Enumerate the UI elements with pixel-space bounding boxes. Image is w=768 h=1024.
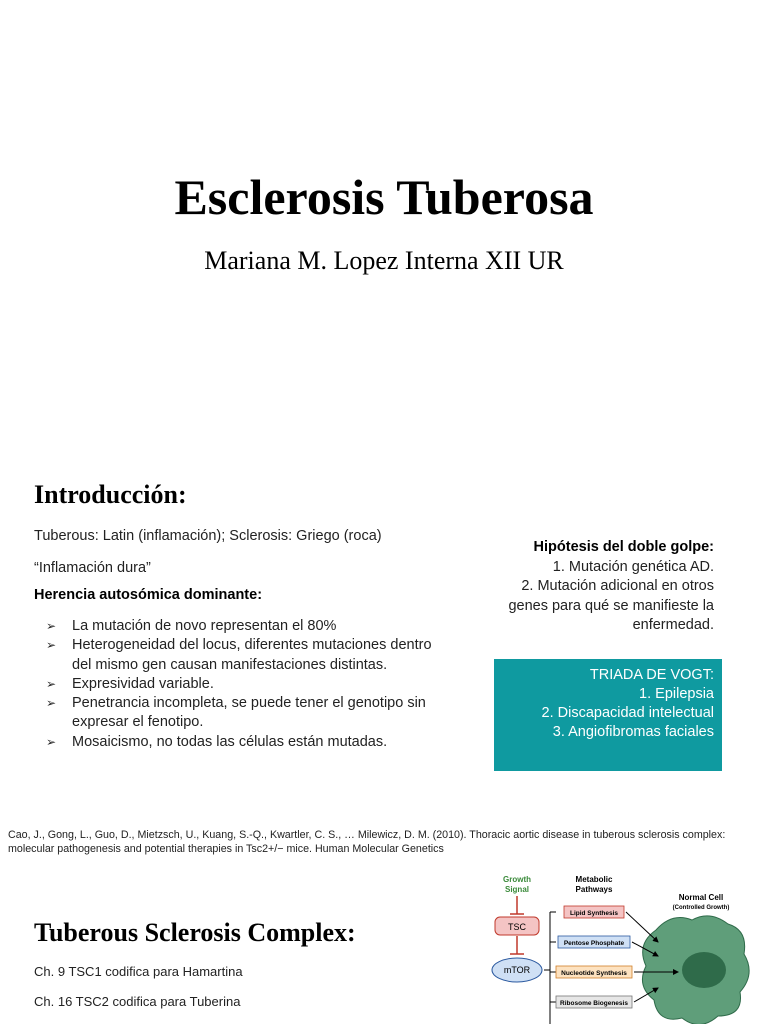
list-item	[46, 694, 436, 733]
tsc-slide	[0, 856, 768, 1024]
list-item: 2. Mutación adicional en otros genes para qué se manifieste la enfermedad.	[508, 578, 714, 633]
tsc2-text: Ch. 16 TSC2 codifica para Tuberina	[34, 994, 241, 1009]
intro-slide	[0, 456, 768, 856]
bullet-text: Penetrancia incompleta, se puede tener el genotipo sin expresar el fenotipo.	[72, 695, 426, 731]
arrow-bullet-icon: ➢	[46, 676, 57, 691]
tsc-pathway-diagram	[486, 870, 758, 1024]
arrow-bullet-icon: ➢	[46, 619, 57, 633]
hipotesis-heading: Hipótesis del doble golpe:	[533, 539, 714, 555]
intro-heading: Introducción:	[34, 480, 187, 509]
normal-cell-label: Normal Cell	[678, 893, 724, 902]
list-item	[46, 675, 436, 694]
pathway-label: Nucleotide Synthesis	[561, 970, 627, 977]
growth-signal-label: Signal	[504, 885, 530, 894]
citation-text: Cao, J., Gong, L., Guo, D., Mietzsch, U., Kuang, S.-Q., Kwartler, C. S., … Milewicz, D. M. (2010). Thoracic aortic disease in tuberous sclerosis complex: molecular pathogenesis and potential therapies in Tsc2+/− mice. Human Molecular Genetics	[8, 829, 726, 855]
hipotesis-block	[500, 538, 714, 636]
mtor-label: mTOR	[503, 965, 531, 975]
herencia-heading: Herencia autosómica dominante:	[34, 587, 263, 603]
growth-signal-label: Growth	[503, 875, 531, 884]
presentation-title: Esclerosis Tuberosa	[174, 169, 594, 225]
bullet-text: Heterogeneidad del locus, diferentes mutaciones dentro del mismo gen causan manifestaciones distintas.	[72, 637, 432, 673]
metabolic-pathways-label: Metabolic	[575, 875, 613, 884]
list-item: 3. Angiofibromas faciales	[552, 724, 714, 740]
tsc1-text: Ch. 9 TSC1 codifica para Hamartina	[34, 964, 243, 979]
pathway-label: Lipid Synthesis	[569, 910, 619, 917]
triada-list	[502, 685, 714, 742]
cell-nucleus	[682, 952, 726, 988]
bullet-text: La mutación de novo representan el 80%	[72, 618, 337, 634]
presentation-subtitle: Mariana M. Lopez Interna XII UR	[204, 246, 564, 275]
pathway-label: Pentose Phosphate	[563, 940, 625, 947]
tsc-heading: Tuberous Sclerosis Complex:	[34, 918, 356, 947]
etymology-text: Tuberous: Latin (inflamación); Sclerosis: Griego (roca)	[34, 528, 382, 544]
bullet-text: Expresividad variable.	[72, 675, 214, 692]
herencia-bullet-list	[46, 617, 436, 752]
hipotesis-list	[500, 558, 714, 636]
list-item: 2. Discapacidad intelectual	[541, 705, 714, 721]
bullet-text: Mosaicismo, no todas las células están mutadas.	[72, 733, 388, 750]
tsc-label: TSC	[508, 922, 526, 932]
arrow-bullet-icon: ➢	[46, 696, 57, 711]
title-slide	[0, 0, 768, 456]
triada-heading: TRIADA DE VOGT:	[589, 667, 714, 683]
controlled-growth-label: (Controlled Growth)	[672, 905, 730, 911]
list-item	[46, 733, 436, 752]
arrow	[626, 912, 658, 942]
triada-box	[494, 659, 722, 771]
list-item: 1. Mutación genética AD.	[552, 558, 714, 575]
arrow-bullet-icon: ➢	[46, 734, 57, 749]
arrow-bullet-icon: ➢	[46, 638, 57, 653]
list-item	[46, 617, 436, 636]
pathway-label: Ribosome Biogenesis	[560, 1000, 628, 1007]
list-item	[46, 636, 436, 675]
quote-text: “Inflamación dura”	[34, 560, 151, 576]
list-item: 1. Epilepsia	[639, 686, 714, 702]
pathway-bracket	[544, 912, 556, 1024]
metabolic-pathways-label: Pathways	[575, 885, 613, 894]
